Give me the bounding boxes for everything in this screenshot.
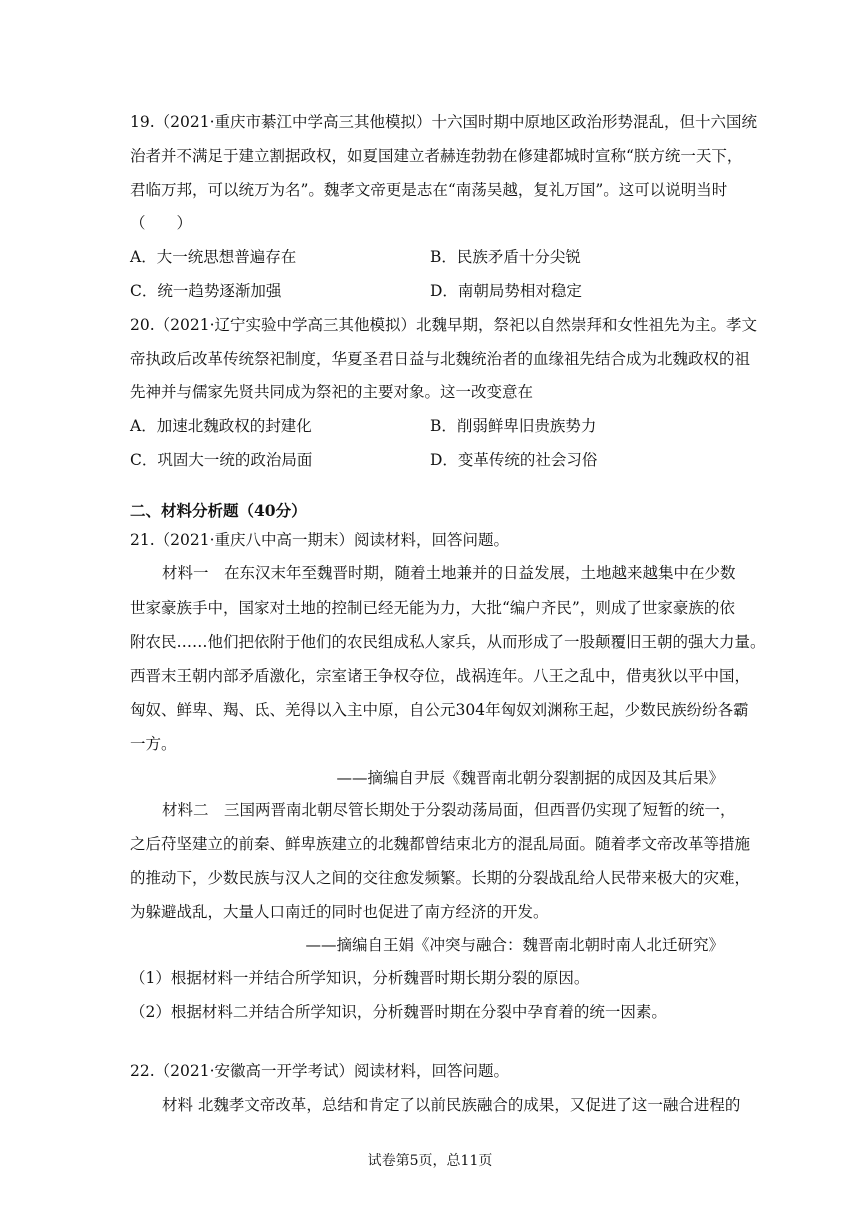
section-heading: 二、材料分析题（40分） <box>130 501 307 520</box>
q19-option-a: A．大一统思想普遍存在 <box>130 248 297 266</box>
q21-material2-line3: 的推动下，少数民族与汉人之间的交往愈发频繁。长期的分裂战乱给人民带来极大的灾难， <box>130 869 751 887</box>
q21-material1-line2: 世家豪族手中，国家对土地的控制已经无能为力，大批“编户齐民”，则成了世家豪族的依 <box>130 599 735 617</box>
q19-stem-line1: 19.（2021·重庆市綦江中学高三其他模拟）十六国时期中原地区政治形势混乱，但十六国统 <box>130 113 758 131</box>
q21-material1-source: ——摘编自尹辰《魏晋南北朝分裂割据的成因及其后果》 <box>336 769 724 787</box>
q19-stem-line4: （ ） <box>130 214 193 232</box>
q20-stem-line2: 帝执政后改革传统祭祀制度，华夏圣君日益与北魏统治者的血缘祖先结合成为北魏政权的祖 <box>130 350 751 368</box>
q21-material2-line4: 为躲避战乱，大量人口南迁的同时也促进了南方经济的开发。 <box>130 903 549 921</box>
q21-material1-line1: 材料一 在东汉末年至魏晋时期，随着土地兼并的日益发展，土地越来越集中在少数 <box>162 564 736 582</box>
q19-stem-line2: 治者并不满足于建立割据政权，如夏国建立者赫连勃勃在修建都城时宣称“朕方统一天下， <box>130 147 743 165</box>
q20-option-d: D．变革传统的社会习俗 <box>430 451 598 469</box>
q19-stem-line3: 君临万邦，可以统万为名”。魏孝文帝更是志在“南荡吴越，复礼万国”。这可以说明当时 <box>130 181 728 199</box>
q19-option-b: B．民族矛盾十分尖锐 <box>430 248 581 266</box>
q21-material1-line3: 附农民……他们把依附于他们的农民组成私人家兵，从而形成了一股颠覆旧王朝的强大力量。 <box>130 633 766 651</box>
q21-material2-line2: 之后苻坚建立的前秦、鲜卑族建立的北魏都曾结束北方的混乱局面。随着孝文帝改革等措施 <box>130 835 751 853</box>
q21-material1-line5: 匈奴、鲜卑、羯、氐、羌得以入主中原，自公元304年匈奴刘渊称王起，少数民族纷纷各霸 <box>130 701 749 719</box>
q20-option-b: B．削弱鲜卑旧贵族势力 <box>430 417 597 435</box>
q19-option-d: D．南朝局势相对稳定 <box>430 282 582 300</box>
q22-material-line1: 材料 北魏孝文帝改革，总结和肯定了以前民族融合的成果，又促进了这一融合进程的 <box>162 1096 741 1114</box>
q21-stem: 21.（2021·重庆八中高一期末）阅读材料，回答问题。 <box>130 531 510 549</box>
q19-option-c: C．统一趋势逐渐加强 <box>130 282 282 300</box>
q21-material1-line6: 一方。 <box>130 735 177 753</box>
q20-option-c: C．巩固大一统的政治局面 <box>130 451 313 469</box>
q21-subquestion-2: （2）根据材料二并结合所学知识，分析魏晋时期在分裂中孕育着的统一因素。 <box>130 1003 667 1021</box>
q20-stem-line1: 20.（2021·辽宁实验中学高三其他模拟）北魏早期，祭祀以自然崇拜和女性祖先为主。孝文 <box>130 316 758 334</box>
q21-subquestion-1: （1）根据材料一并结合所学知识，分析魏晋时期长期分裂的原因。 <box>130 969 590 987</box>
page-footer: 试卷第5页，总11页 <box>367 1153 493 1169</box>
q21-material2-source: ——摘编自王娟《冲突与融合：魏晋南北朝时南人北迁研究》 <box>305 936 724 954</box>
q22-stem: 22.（2021·安徽高一开学考试）阅读材料，回答问题。 <box>130 1062 510 1080</box>
q20-stem-line3: 先神并与儒家先贤共同成为祭祀的主要对象。这一改变意在 <box>130 383 534 401</box>
q21-material2-line1: 材料二 三国两晋南北朝尽管长期处于分裂动荡局面，但西晋仍实现了短暂的统一， <box>162 801 736 819</box>
q21-material1-line4: 西晋末王朝内部矛盾激化，宗室诸王争权夺位，战祸连年。八王之乱中，借夷狄以平中国， <box>130 667 751 685</box>
q20-option-a: A．加速北魏政权的封建化 <box>130 417 312 435</box>
